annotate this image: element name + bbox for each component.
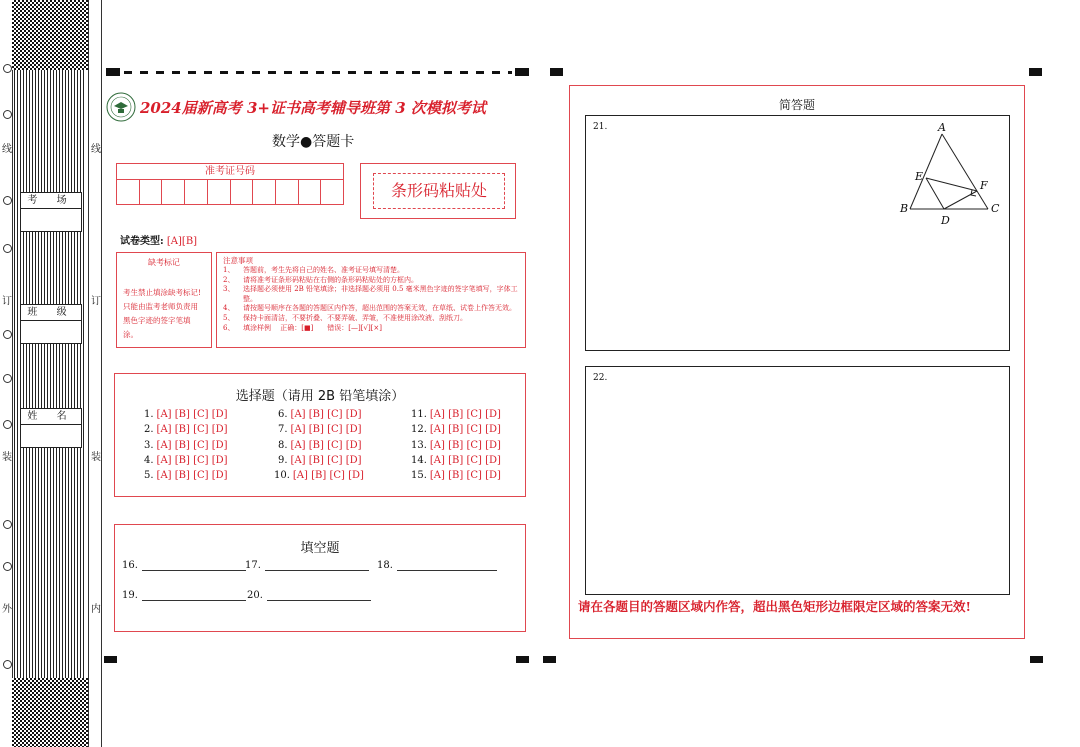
question-number: 6. (278, 409, 288, 420)
barcode-label: 条形码粘贴处 (373, 173, 505, 209)
vertex-label-a: A (938, 121, 946, 134)
note-number: 3、 (223, 285, 235, 294)
note-text: 请按题号顺序在各题的答题区内作答，超出范围的答案无效，在草纸、试卷上作答无效。 (243, 304, 516, 313)
vertex-label-f: F (980, 179, 988, 192)
question-number: 4. (144, 455, 154, 466)
registration-mark (104, 656, 117, 663)
cut-line-char: 订 (2, 296, 12, 307)
question-number-21: 21. (593, 122, 608, 132)
fill-question-20[interactable] (247, 590, 371, 601)
fill-title: 填空题 (300, 541, 340, 556)
binding-hole (3, 244, 12, 253)
cut-line-char: 订 (91, 296, 101, 307)
question-number: 2. (144, 424, 154, 435)
stripe-pattern (14, 70, 86, 678)
admission-digit-cell[interactable] (207, 180, 230, 205)
choice-question-5[interactable] (144, 470, 228, 481)
cut-line-char: 内 (91, 604, 101, 615)
notes-box (216, 252, 526, 348)
question-number: 13. (411, 440, 427, 451)
answer-options[interactable]: [A] [B] [C] [D] (290, 440, 362, 451)
answer-options[interactable]: [A] [B] [C] [D] (156, 455, 228, 466)
note-number: 4、 (223, 304, 235, 313)
registration-mark (1029, 68, 1042, 76)
question-number: 11. (411, 409, 427, 420)
vertex-label-e: E (915, 170, 924, 183)
paper-type (120, 232, 197, 247)
note-item (223, 266, 519, 276)
question-number: 18. (377, 560, 393, 571)
notes-list (223, 266, 519, 333)
note-text: 选择题必须使用 2B 铅笔填涂；非选择题必须用 0.5 毫米黑色字迹的签字笔填写，字体工整。 (243, 285, 518, 303)
answer-options[interactable]: [A] [B] [C] [D] (429, 470, 501, 481)
answer-options[interactable]: [A] [B] [C] [D] (156, 409, 228, 420)
choice-question-12[interactable] (411, 424, 501, 435)
choice-question-10[interactable] (274, 470, 364, 481)
barcode-area (360, 163, 516, 219)
choice-question-8[interactable] (278, 440, 362, 451)
short-answer-title: 简答题 (778, 98, 815, 112)
answer-area-21[interactable] (585, 115, 1010, 351)
vertex-label-b: B (900, 202, 909, 215)
answer-options[interactable]: [A] [B] [C] [D] (429, 440, 501, 451)
choice-question-14[interactable] (411, 455, 501, 466)
admission-digit-cell[interactable] (275, 180, 298, 205)
exam-room-label: 考 场 (21, 193, 81, 209)
absence-mark-box[interactable] (116, 252, 212, 348)
binding-hole (3, 520, 12, 529)
fill-question-17[interactable] (245, 560, 369, 571)
answer-options[interactable]: [A] [B] [C] [D] (290, 455, 362, 466)
answer-options[interactable]: [A] [B] [C] [D] (290, 409, 362, 420)
fill-section (114, 524, 526, 632)
binding-hole (3, 562, 12, 571)
name-label: 姓 名 (21, 409, 81, 425)
note-number: 6、 (223, 323, 235, 332)
timing-track (124, 71, 512, 74)
question-number: 10. (274, 470, 290, 481)
question-number: 19. (122, 590, 138, 601)
answer-options[interactable]: [A] [B] [C] [D] (429, 424, 501, 435)
question-number: 9. (278, 455, 288, 466)
admission-digit-row (117, 180, 343, 205)
class-field[interactable] (20, 304, 82, 344)
binding-hole (3, 196, 12, 205)
subject-separator: ● (300, 134, 313, 150)
cut-line-char: 线 (2, 144, 12, 155)
class-label: 班 级 (21, 305, 81, 321)
note-item (223, 324, 519, 334)
note-number: 5、 (223, 313, 235, 322)
note-number: 1、 (223, 266, 235, 274)
binding-hole (3, 110, 12, 119)
fill-question-19[interactable] (122, 590, 246, 601)
cut-line-char: 外 (2, 604, 12, 615)
admission-digit-cell[interactable] (117, 180, 139, 205)
choice-question-6[interactable] (278, 409, 362, 420)
admission-digit-cell[interactable] (184, 180, 207, 205)
answer-options[interactable]: [A] [B] [C] [D] (290, 424, 362, 435)
fill-question-16[interactable] (122, 560, 246, 571)
binding-strip (0, 0, 104, 747)
note-item (223, 285, 519, 304)
answer-options[interactable]: [A] [B] [C] [D] (156, 424, 228, 435)
question-number: 7. (278, 424, 288, 435)
question-number: 15. (411, 470, 427, 481)
note-item (223, 276, 519, 286)
vertex-label-c: C (991, 202, 1000, 215)
choice-question-11[interactable] (411, 409, 501, 420)
subject-label: 数学 (272, 134, 300, 150)
note-item (223, 314, 519, 324)
question-number: 14. (411, 455, 427, 466)
answer-options[interactable]: [A] [B] [C] [D] (292, 470, 364, 481)
note-text: 保持卡面清洁，不要折叠、不要弄破、弄皱，不准使用涂改液、刮纸刀。 (243, 313, 467, 322)
exam-title: 2024届新高考 3+证书高考辅导班第 3 次模拟考试 (140, 99, 486, 117)
registration-mark (1030, 656, 1043, 663)
paper-type-options[interactable]: [A][B] (166, 236, 198, 247)
admission-number-box[interactable] (116, 163, 344, 205)
choice-question-1[interactable] (144, 409, 228, 420)
note-text: 请将准考证条形码粘贴在右侧的条形码粘贴处的方框内。 (243, 275, 418, 284)
cut-line-char: 装 (2, 452, 12, 463)
question-number: 5. (144, 470, 154, 481)
choice-question-2[interactable] (144, 424, 228, 435)
notes-title: 注意事项 (223, 256, 253, 265)
cut-line-char: 线 (91, 144, 101, 155)
binding-hole (3, 330, 12, 339)
question-number: 8. (278, 440, 288, 451)
binding-hole (3, 374, 12, 383)
registration-mark (515, 68, 529, 76)
answer-area-22[interactable] (585, 366, 1010, 595)
admission-digit-cell[interactable] (298, 180, 321, 205)
binding-hole (3, 660, 12, 669)
question-number: 3. (144, 440, 154, 451)
absence-title: 缺考标记 (148, 258, 180, 267)
answer-options[interactable]: [A] [B] [C] [D] (156, 440, 228, 451)
question-number: 12. (411, 424, 427, 435)
binding-hole (3, 420, 12, 429)
vertex-label-d: D (941, 214, 950, 227)
choice-title: 选择题（请用 2B 铅笔填涂） (235, 389, 405, 404)
question-number: 20. (247, 590, 263, 601)
checker-bottom (12, 678, 88, 747)
answer-options[interactable]: [A] [B] [C] [D] (429, 409, 501, 420)
fill-question-18[interactable] (377, 560, 497, 571)
answer-options[interactable]: [A] [B] [C] [D] (156, 470, 228, 481)
card-heading (272, 131, 354, 151)
triangle-figure (898, 120, 1006, 228)
registration-mark (106, 68, 120, 76)
choice-question-9[interactable] (278, 455, 362, 466)
name-field[interactable] (20, 408, 82, 448)
note-text: 填涂样例 正确：[■] 错误：[—][√][×] (243, 323, 383, 332)
registration-mark (550, 68, 563, 76)
paper-type-label: 试卷类型: (120, 236, 164, 247)
choice-question-3[interactable] (144, 440, 228, 451)
choice-question-13[interactable] (411, 440, 501, 451)
answer-options[interactable]: [A] [B] [C] [D] (429, 455, 501, 466)
admission-digit-cell[interactable] (230, 180, 253, 205)
exam-room-field[interactable] (20, 192, 82, 232)
registration-mark (543, 656, 556, 663)
admission-number-label: 准考证号码 (117, 164, 343, 180)
admission-digit-cell[interactable] (320, 180, 343, 205)
school-logo (106, 92, 136, 122)
card-name: 答题卡 (312, 134, 355, 150)
choice-question-7[interactable] (278, 424, 362, 435)
admission-digit-cell[interactable] (139, 180, 162, 205)
question-number: 1. (144, 409, 154, 420)
note-text: 答题前，考生先将自己的姓名、准考证号填写清楚。 (243, 266, 404, 274)
note-number: 2、 (223, 275, 235, 284)
absence-text: 考生禁止填涂缺考标记! 只能由监考老师负责用黑色字迹的签字笔填涂。 (123, 288, 202, 339)
choice-question-15[interactable] (411, 470, 501, 481)
cut-line-char: 装 (91, 452, 101, 463)
admission-digit-cell[interactable] (252, 180, 275, 205)
choice-question-4[interactable] (144, 455, 228, 466)
binding-hole (3, 64, 12, 73)
out-of-area-warning: 请在各题目的答题区域内作答，超出黑色矩形边框限定区域的答案无效! (578, 599, 971, 614)
question-number: 17. (245, 560, 261, 571)
question-number: 16. (122, 560, 138, 571)
checker-top (12, 0, 88, 70)
admission-digit-cell[interactable] (161, 180, 184, 205)
note-item (223, 304, 519, 314)
registration-mark (516, 656, 529, 663)
question-number-22: 22. (593, 373, 608, 383)
